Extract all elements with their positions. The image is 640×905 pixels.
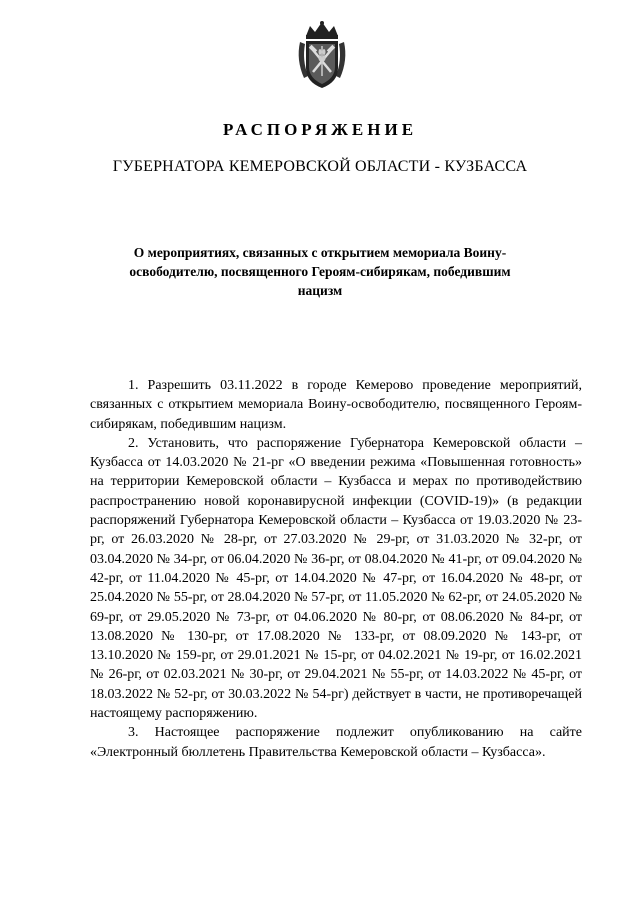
document-body bbox=[90, 376, 582, 762]
document-title: РАСПОРЯЖЕНИЕ bbox=[222, 120, 418, 139]
paragraph-3: 3. Настоящее распоряжение подлежит опубликованию на сайте «Электронный бюллетень Правительства Кемеровской области – Кузбасса». bbox=[90, 725, 582, 760]
document-heading: О мероприятиях, связанных с открытием мемориала Воину-освободителю, посвященного Героям-сибирякам, победившим нацизм bbox=[129, 245, 511, 298]
coat-of-arms-icon bbox=[294, 20, 350, 90]
paragraph-2: 2. Установить, что распоряжение Губернатора Кемеровской области – Кузбасса от 14.03.2020 № 21-рг «О введении режима «Повышенная готовность» на территории Кемеровской области – Кузбасса и мерах по противодействию распространению новой коронавирусной инфекции (COVID-19)» (в редакции распоряжений Губернатора Кемеровской области – Кузбасса от 19.03.2020 № 23-рг, от 26.03.2020 № 28-рг, от 27.03.2020 № 29-рг, от 31.03.2020 № 32-рг, от 03.04.2020 № 34-рг, от 06.04.2020 № 36-рг, от 08.04.2020 № 41-рг, от 09.04.2020 № 42-рг, от 11.04.2020 № 45-рг, от 14.04.2020 № 47-рг, от 16.04.2020 № 48-рг, от 25.04.2020 № 55-рг, от 28.04.2020 № 57-рг, от 11.05.2020 № 62-рг, от 24.05.2020 № 69-рг, от 29.05.2020 № 73-рг, от 04.06.2020 № 80-рг, от 08.06.2020 № 84-рг, от 13.08.2020 № 130-рг, от 17.08.2020 № 133-рг, от 08.09.2020 № 143-рг, от 13.10.2020 № 159-рг, от 29.01.2021 № 15-рг, от 04.02.2021 № 19-рг, от 16.02.2021 № 26-рг, от 02.03.2021 № 30-рг, от 29.04.2021 № 55-рг, от 14.03.2022 № 45-рг, от 18.03.2022 № 52-рг, от 30.03.2022 № 54-рг) действует в части, не противоречащей настоящему распоряжению. bbox=[90, 435, 582, 722]
paragraph-1: 1. Разрешить 03.11.2022 в городе Кемерово проведение мероприятий, связанных с открытием мемориала Воину-освободителю, посвященного Героям-сибирякам, победившим нацизм. bbox=[90, 378, 582, 432]
document-subtitle: ГУБЕРНАТОРА КЕМЕРОВСКОЙ ОБЛАСТИ - КУЗБАССА bbox=[112, 158, 528, 175]
